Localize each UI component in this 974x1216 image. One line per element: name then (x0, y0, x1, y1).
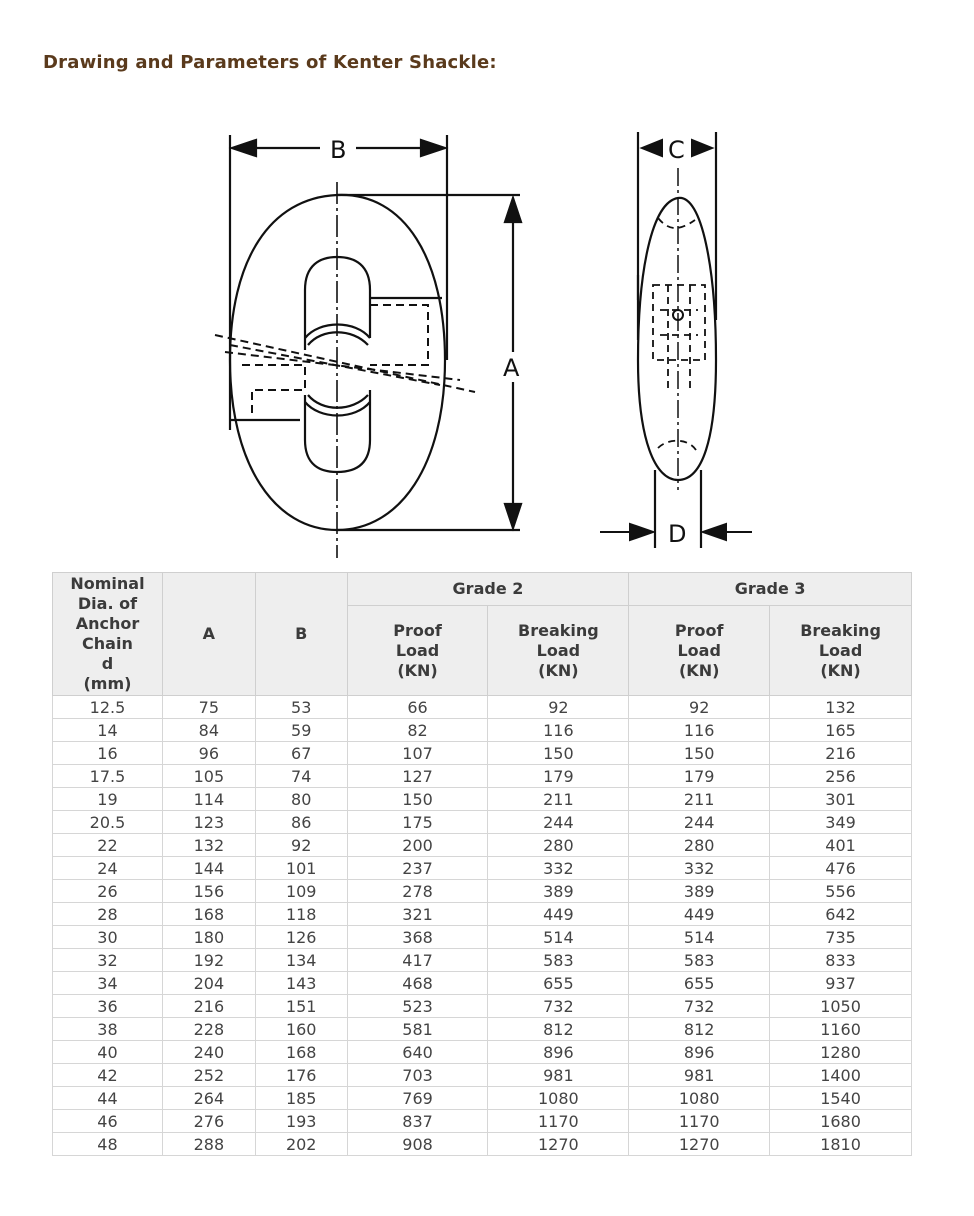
table-cell: 468 (347, 972, 488, 995)
table-cell: 114 (162, 788, 255, 811)
table-cell: 150 (629, 742, 770, 765)
table-cell: 1280 (770, 1041, 912, 1064)
table-cell: 264 (162, 1087, 255, 1110)
table-cell: 280 (629, 834, 770, 857)
table-cell: 116 (488, 719, 629, 742)
table-cell: 556 (770, 880, 912, 903)
table-cell: 703 (347, 1064, 488, 1087)
table-cell: 48 (53, 1133, 163, 1156)
table-cell: 26 (53, 880, 163, 903)
table-cell: 22 (53, 834, 163, 857)
parameters-table (52, 572, 912, 1156)
table-row (53, 926, 912, 949)
table-cell: 105 (162, 765, 255, 788)
table-cell: 1540 (770, 1087, 912, 1110)
table-cell: 216 (770, 742, 912, 765)
table-cell: 981 (629, 1064, 770, 1087)
table-cell: 116 (629, 719, 770, 742)
table-cell: 732 (629, 995, 770, 1018)
table-cell: 349 (770, 811, 912, 834)
table-cell: 252 (162, 1064, 255, 1087)
table-cell: 514 (488, 926, 629, 949)
table-row (53, 788, 912, 811)
table-cell: 82 (347, 719, 488, 742)
table-row (53, 719, 912, 742)
table-cell: 833 (770, 949, 912, 972)
table-cell: 160 (255, 1018, 347, 1041)
table-cell: 24 (53, 857, 163, 880)
header-grade3-breaking-load: Breaking Load (KN) (770, 606, 912, 696)
table-cell: 46 (53, 1110, 163, 1133)
table-cell: 583 (629, 949, 770, 972)
table-cell: 66 (347, 696, 488, 719)
table-cell: 44 (53, 1087, 163, 1110)
table-cell: 204 (162, 972, 255, 995)
table-row (53, 995, 912, 1018)
table-cell: 655 (629, 972, 770, 995)
table-row (53, 949, 912, 972)
table-row (53, 880, 912, 903)
table-cell: 67 (255, 742, 347, 765)
table-cell: 211 (488, 788, 629, 811)
table-cell: 32 (53, 949, 163, 972)
table-cell: 1080 (629, 1087, 770, 1110)
table-cell: 812 (488, 1018, 629, 1041)
table-cell: 640 (347, 1041, 488, 1064)
table-cell: 101 (255, 857, 347, 880)
table-cell: 92 (629, 696, 770, 719)
dimension-label-b: B (330, 136, 347, 164)
header-grade-2: Grade 2 (347, 573, 629, 606)
table-cell: 389 (629, 880, 770, 903)
table-cell: 123 (162, 811, 255, 834)
table-cell: 642 (770, 903, 912, 926)
table-cell: 176 (255, 1064, 347, 1087)
table-cell: 476 (770, 857, 912, 880)
table-cell: 981 (488, 1064, 629, 1087)
table-cell: 937 (770, 972, 912, 995)
table-cell: 132 (162, 834, 255, 857)
table-cell: 896 (488, 1041, 629, 1064)
table-cell: 36 (53, 995, 163, 1018)
dimension-label-c: C (668, 136, 685, 164)
table-cell: 1270 (629, 1133, 770, 1156)
table-cell: 583 (488, 949, 629, 972)
page-title: Drawing and Parameters of Kenter Shackle: (43, 52, 497, 73)
table-cell: 144 (162, 857, 255, 880)
table-cell: 118 (255, 903, 347, 926)
table-cell: 1270 (488, 1133, 629, 1156)
table-cell: 179 (629, 765, 770, 788)
table-cell: 151 (255, 995, 347, 1018)
table-cell: 655 (488, 972, 629, 995)
table-cell: 86 (255, 811, 347, 834)
table-cell: 228 (162, 1018, 255, 1041)
table-cell: 1160 (770, 1018, 912, 1041)
table-cell: 92 (488, 696, 629, 719)
table-cell: 514 (629, 926, 770, 949)
table-row (53, 811, 912, 834)
table-cell: 80 (255, 788, 347, 811)
table-cell: 332 (488, 857, 629, 880)
table-cell: 581 (347, 1018, 488, 1041)
table-row (53, 857, 912, 880)
table-cell: 837 (347, 1110, 488, 1133)
table-cell: 200 (347, 834, 488, 857)
table-cell: 17.5 (53, 765, 163, 788)
dimension-label-d: D (668, 520, 687, 548)
table-cell: 175 (347, 811, 488, 834)
table-cell: 211 (629, 788, 770, 811)
table-cell: 1680 (770, 1110, 912, 1133)
table-cell: 1810 (770, 1133, 912, 1156)
table-cell: 59 (255, 719, 347, 742)
dimension-label-a: A (503, 354, 520, 382)
table-cell: 417 (347, 949, 488, 972)
table-cell: 896 (629, 1041, 770, 1064)
header-b: B (255, 573, 347, 696)
table-cell: 168 (162, 903, 255, 926)
table-row (53, 1041, 912, 1064)
table-cell: 192 (162, 949, 255, 972)
table-cell: 908 (347, 1133, 488, 1156)
table-cell: 301 (770, 788, 912, 811)
table-cell: 244 (488, 811, 629, 834)
table-cell: 34 (53, 972, 163, 995)
table-cell: 735 (770, 926, 912, 949)
header-nominal-diameter: Nominal Dia. of Anchor Chain d (mm) (53, 573, 163, 696)
table-cell: 150 (347, 788, 488, 811)
header-grade-3: Grade 3 (629, 573, 912, 606)
table-cell: 1050 (770, 995, 912, 1018)
table-cell: 321 (347, 903, 488, 926)
table-cell: 156 (162, 880, 255, 903)
header-grade2-proof-load: Proof Load (KN) (347, 606, 488, 696)
table-cell: 165 (770, 719, 912, 742)
table-cell: 193 (255, 1110, 347, 1133)
table-cell: 240 (162, 1041, 255, 1064)
table-row (53, 1110, 912, 1133)
table-cell: 1170 (629, 1110, 770, 1133)
table-cell: 401 (770, 834, 912, 857)
table-cell: 276 (162, 1110, 255, 1133)
table-cell: 185 (255, 1087, 347, 1110)
table-cell: 1080 (488, 1087, 629, 1110)
table-cell: 74 (255, 765, 347, 788)
table-row (53, 972, 912, 995)
table-cell: 75 (162, 696, 255, 719)
table-row (53, 1087, 912, 1110)
table-cell: 16 (53, 742, 163, 765)
table-cell: 92 (255, 834, 347, 857)
table-cell: 96 (162, 742, 255, 765)
table-cell: 20.5 (53, 811, 163, 834)
table-cell: 812 (629, 1018, 770, 1041)
table-cell: 368 (347, 926, 488, 949)
table-cell: 134 (255, 949, 347, 972)
table-cell: 769 (347, 1087, 488, 1110)
table-cell: 449 (488, 903, 629, 926)
table-cell: 28 (53, 903, 163, 926)
table-cell: 42 (53, 1064, 163, 1087)
table-body (53, 696, 912, 1156)
table-cell: 449 (629, 903, 770, 926)
table-row (53, 1018, 912, 1041)
header-a: A (162, 573, 255, 696)
table-row (53, 696, 912, 719)
table-cell: 180 (162, 926, 255, 949)
header-grade2-breaking-load: Breaking Load (KN) (488, 606, 629, 696)
table-cell: 143 (255, 972, 347, 995)
table-cell: 732 (488, 995, 629, 1018)
table-cell: 244 (629, 811, 770, 834)
table-row (53, 742, 912, 765)
table-cell: 168 (255, 1041, 347, 1064)
table-cell: 19 (53, 788, 163, 811)
table-cell: 127 (347, 765, 488, 788)
table-cell: 1170 (488, 1110, 629, 1133)
table-cell: 523 (347, 995, 488, 1018)
table-row (53, 765, 912, 788)
table-row (53, 834, 912, 857)
table-cell: 1400 (770, 1064, 912, 1087)
table-cell: 12.5 (53, 696, 163, 719)
table-cell: 132 (770, 696, 912, 719)
header-grade3-proof-load: Proof Load (KN) (629, 606, 770, 696)
table-row (53, 1133, 912, 1156)
table-cell: 126 (255, 926, 347, 949)
table-cell: 38 (53, 1018, 163, 1041)
table-cell: 109 (255, 880, 347, 903)
shackle-drawing (190, 120, 770, 565)
table-row (53, 903, 912, 926)
table-cell: 389 (488, 880, 629, 903)
table-cell: 107 (347, 742, 488, 765)
table-cell: 30 (53, 926, 163, 949)
table-cell: 237 (347, 857, 488, 880)
table-cell: 150 (488, 742, 629, 765)
table-cell: 288 (162, 1133, 255, 1156)
table-cell: 216 (162, 995, 255, 1018)
table-cell: 278 (347, 880, 488, 903)
table-cell: 280 (488, 834, 629, 857)
table-cell: 14 (53, 719, 163, 742)
table-cell: 256 (770, 765, 912, 788)
table-row (53, 1064, 912, 1087)
table-cell: 40 (53, 1041, 163, 1064)
table-cell: 84 (162, 719, 255, 742)
table-cell: 332 (629, 857, 770, 880)
table-cell: 53 (255, 696, 347, 719)
table-cell: 179 (488, 765, 629, 788)
table-cell: 202 (255, 1133, 347, 1156)
